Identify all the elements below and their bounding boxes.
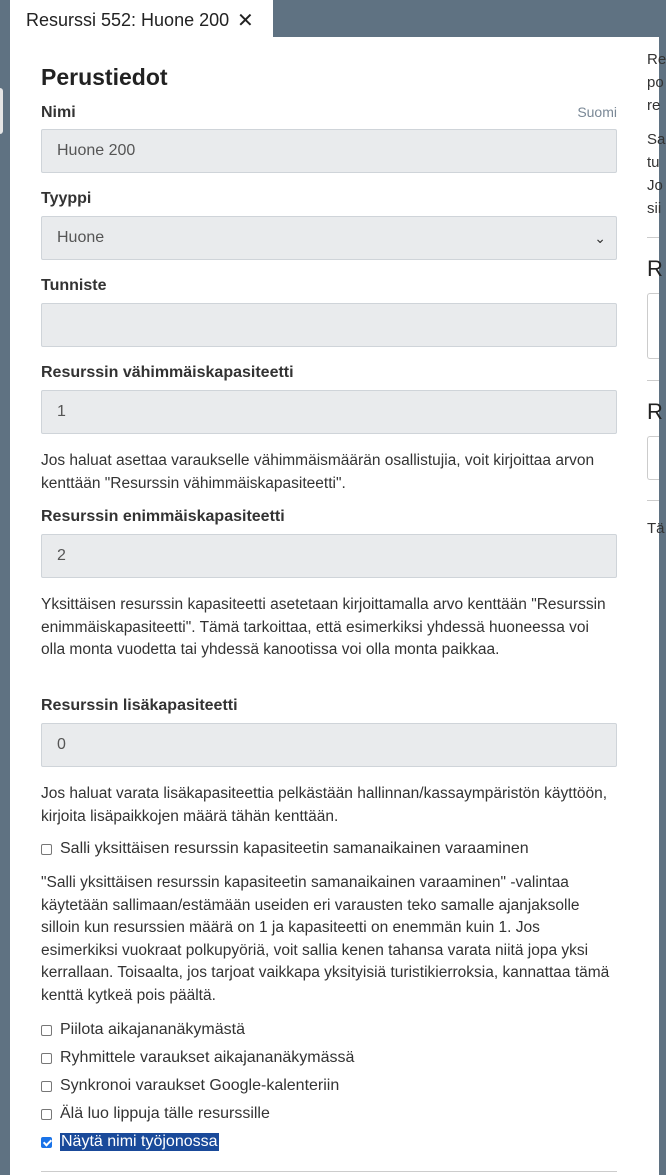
sidebar-text: tu bbox=[647, 154, 660, 171]
sidebar-text: Tä bbox=[647, 520, 665, 537]
extra-capacity-help: Jos haluat varata lisäkapasiteettia pelkästään hallinnan/kassaympäristön käyttöön, kirjoita lisäpaikkojen määrä tähän kenttään. bbox=[41, 785, 608, 825]
concurrent-checkbox-label: Salli yksittäisen resurssin kapasiteetin samanaikainen varaaminen bbox=[60, 840, 529, 857]
sidebar-text: Jo bbox=[647, 177, 663, 194]
sidebar-divider bbox=[647, 380, 659, 381]
sidebar-divider bbox=[647, 500, 659, 501]
option-no-tickets[interactable] bbox=[41, 1105, 270, 1123]
min-capacity-label: Resurssin vähimmäiskapasiteetti bbox=[41, 364, 294, 381]
chevron-down-icon: ⌄ bbox=[594, 230, 606, 246]
divider bbox=[41, 1171, 617, 1172]
left-edge-handle[interactable] bbox=[0, 88, 3, 134]
checkbox-box[interactable] bbox=[41, 844, 52, 855]
type-select[interactable] bbox=[41, 216, 617, 260]
option-label: Ryhmittele varaukset aikajananäkymässä bbox=[60, 1049, 355, 1066]
sidebar-divider bbox=[647, 237, 659, 238]
checkbox-box[interactable] bbox=[41, 1025, 52, 1036]
sidebar-box[interactable] bbox=[647, 293, 659, 359]
option-label: Piilota aikajananäkymästä bbox=[60, 1021, 245, 1038]
sidebar-text: Re bbox=[647, 51, 666, 68]
identifier-input[interactable] bbox=[41, 303, 617, 347]
option-label: Älä luo lippuja tälle resurssille bbox=[60, 1105, 270, 1122]
sidebar-heading: R bbox=[647, 256, 663, 281]
type-select-value: Huone bbox=[57, 229, 105, 246]
sidebar-text: Sa bbox=[647, 131, 666, 148]
option-hide-timeline[interactable] bbox=[41, 1021, 245, 1039]
option-show-name-queue[interactable] bbox=[41, 1133, 219, 1151]
option-label: Synkronoi varaukset Google-kalenteriin bbox=[60, 1077, 340, 1094]
checkbox-box[interactable] bbox=[41, 1109, 52, 1120]
language-selector[interactable]: Suomi bbox=[577, 104, 617, 120]
concurrent-checkbox[interactable] bbox=[41, 840, 529, 858]
tab-resource[interactable] bbox=[10, 0, 273, 38]
sidebar-text: po bbox=[647, 74, 664, 91]
sidebar-input[interactable] bbox=[647, 436, 659, 480]
sidebar-text: sii bbox=[647, 200, 662, 217]
identifier-label: Tunniste bbox=[41, 277, 107, 294]
max-capacity-input[interactable]: 2 bbox=[41, 534, 617, 578]
min-capacity-help: Jos haluat asettaa varaukselle vähimmäismäärän osallistujia, voit kirjoittaa arvon kenttään "Resurssin vähimmäiskapasiteetti". bbox=[41, 452, 595, 492]
checkbox-box[interactable] bbox=[41, 1081, 52, 1092]
close-icon[interactable]: ✕ bbox=[237, 10, 254, 32]
section-title: Perustiedot bbox=[41, 64, 168, 90]
checkbox-box[interactable] bbox=[41, 1053, 52, 1064]
tab-title: Resurssi 552: Huone 200 bbox=[26, 10, 230, 30]
max-capacity-help: Yksittäisen resurssin kapasiteetti asetetaan kirjoittamalla arvo kenttään "Resurssin enimmäiskapasiteetti". Tämä tarkoittaa, että esimerkiksi yhdessä huoneessa voi olla monta vuodetta tai yhdessä kanootissa voi olla monta paikkaa. bbox=[41, 596, 606, 659]
sidebar-heading: R bbox=[647, 399, 663, 424]
min-capacity-input[interactable]: 1 bbox=[41, 390, 617, 434]
extra-capacity-input[interactable]: 0 bbox=[41, 723, 617, 767]
name-input[interactable]: Huone 200 bbox=[41, 129, 617, 173]
option-group-timeline[interactable] bbox=[41, 1049, 354, 1067]
type-label: Tyyppi bbox=[41, 190, 92, 207]
extra-capacity-label: Resurssin lisäkapasiteetti bbox=[41, 697, 238, 714]
option-google-sync[interactable] bbox=[41, 1077, 339, 1095]
name-label: Nimi bbox=[41, 104, 76, 121]
max-capacity-label: Resurssin enimmäiskapasiteetti bbox=[41, 508, 285, 525]
option-label: Näytä nimi työjonossa bbox=[61, 1133, 218, 1150]
concurrent-help: "Salli yksittäisen resurssin kapasiteetin samanaikainen varaaminen" -valintaa käytetään sallimaan/estämään useiden eri varausten teko samalle ajanjaksolle silloin kun resurssien määrä on 1 ja kapasiteetti on enemmän kuin 1. Jos esimerkiksi vuokraat polkupyöriä, voit sallia kenen tahansa varata niitä jopa yksi kerrallaan. Toisaalta, jos tarjoat vaikkapa yksityisiä turistikierroksia, kannattaa tämä kenttä kytkeä pois päältä. bbox=[41, 874, 610, 1004]
sidebar-text: re bbox=[647, 97, 661, 114]
checkbox-box-checked[interactable] bbox=[41, 1137, 52, 1148]
